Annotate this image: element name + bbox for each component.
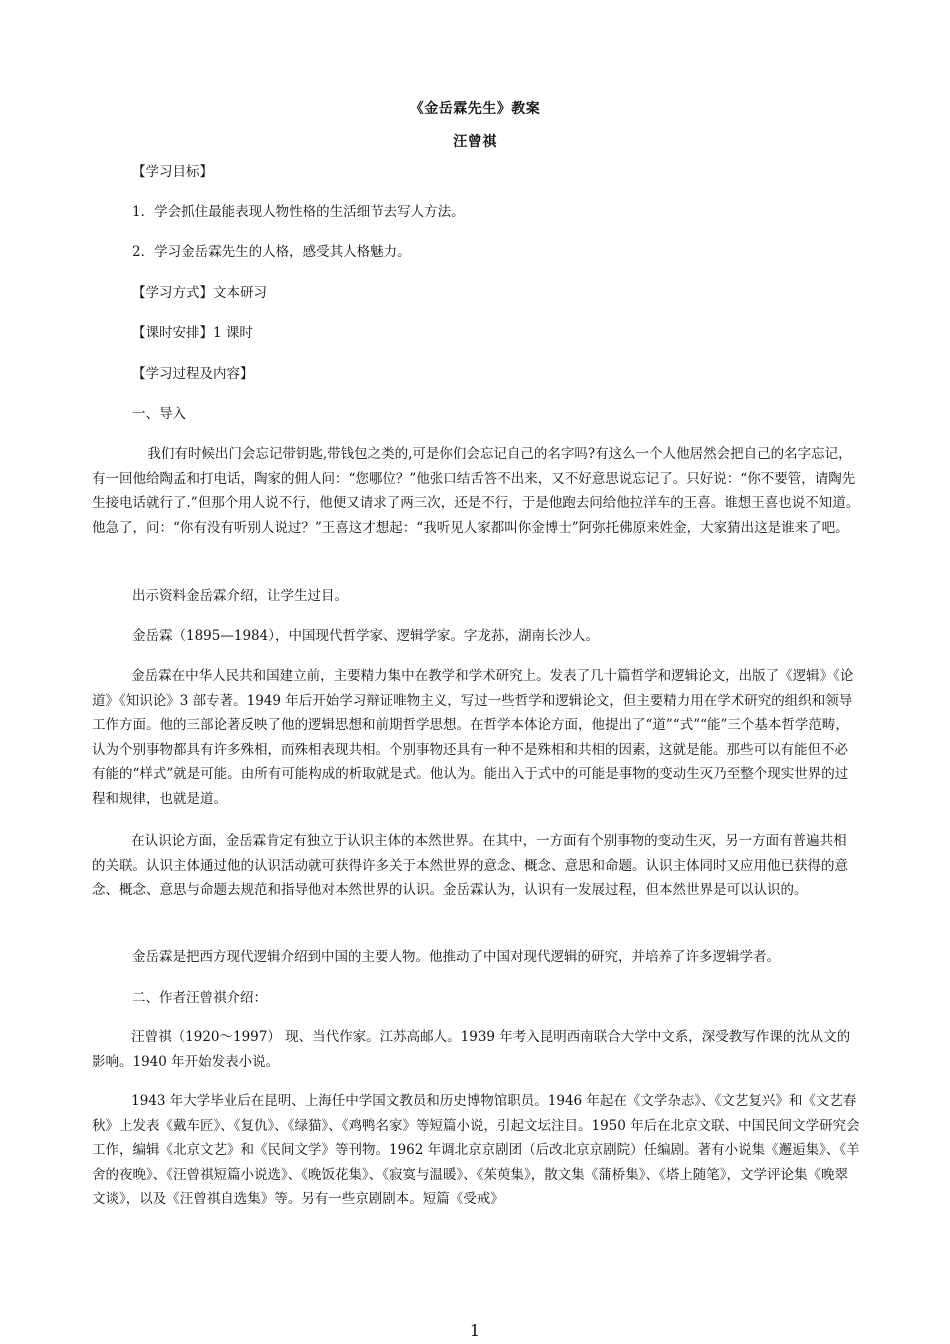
document-title: 《金岳霖先生》教案: [409, 101, 541, 117]
objective-2: 2．学习金岳霖先生的人格，感受其人格魅力。: [132, 244, 411, 260]
process-heading: 【学习过程及内容】: [132, 366, 254, 382]
section-2-heading: 二、作者汪曾祺介绍：: [132, 990, 267, 1006]
page-number: 1: [469, 1321, 481, 1340]
intro-paragraph: 我们有时候出门会忘记带钥匙,带钱包之类的,可是你们会忘记自己的名字吗?有这么一个人他居然会把自己的名字忘记，有一回他给陶孟和打电话，陶家的佣人问：“您哪位？”他张口结舌答不出来，又不好意思说忘记了。只好说：“你不要管，请陶先生接电话就行了.”但那个用人说不行，他便又请求了两三次，还是不行，于是他跑去问给他拉洋车的王喜。谁想王喜也说不知道。他急了，问：“你有没有听别人说过？”王喜这才想起：“我听见人家都叫你金博士”阿弥托佛原来姓金，大家猜出这是谁来了吧。: [92, 446, 860, 536]
jin-intro-line: 金岳霖（1895—1984），中国现代哲学家、逻辑学家。字龙荪，湖南长沙人。: [132, 628, 599, 644]
document-author: 汪曾祺: [453, 134, 497, 150]
objective-1: 1．学会抓住最能表现人物性格的生活细节去写人方法。: [132, 204, 465, 220]
schedule-line: 【课时安排】1 课时: [132, 325, 253, 341]
method-line: 【学习方式】文本研习: [132, 285, 267, 301]
jin-paragraph-3: 金岳霖是把西方现代逻辑介绍到中国的主要人物。他推动了中国对现代逻辑的研究，并培养了许多逻辑学者。: [132, 949, 780, 965]
jin-paragraph-2: 在认识论方面，金岳霖肯定有独立于认识主体的本然世界。在其中，一方面有个别事物的变动生灭，另一方面有普遍共相的关联。认识主体通过他的认识活动就可获得许多关于本然世界的意念、概念、意思和命题。认识主体同时又应用他已获得的意念、概念、意思与命题去规范和指导他对本然世界的认识。金岳霖认为，认识有一发展过程，但本然世界是可以认识的。: [92, 833, 848, 898]
objectives-heading: 【学习目标】: [132, 164, 213, 180]
section-1-heading: 一、导入: [132, 406, 186, 422]
wang-paragraph-2: 1943 年大学毕业后在昆明、上海任中学国文教员和历史博物馆职员。1946 年起在《文学杂志》、《文艺复兴》和《文艺春秋》上发表《戴车匠》、《复仇》、《绿猫》、《鸡鸭名家》等短篇小说，引起文坛注目。1950 年后在北京文联、中国民间文学研究会工作，编辑《北京文艺》和《民间文学》等刊物。1962 年调北京京剧团（后改北京京剧院）任编剧。著有小说集《邂逅集》、《羊舍的夜晚》、《汪曾祺短篇小说选》、《晚饭花集》、《寂寞与温暖》、《茱萸集》，散文集《蒲桥集》、《塔上随笔》，文学评论集《晚翠文谈》，以及《汪曾祺自选集》等。另有一些京剧剧本。短篇《受戒》: [92, 1093, 860, 1207]
show-material-line: 出示资料金岳霖介绍，让学生过目。: [132, 588, 348, 604]
wang-paragraph-1: 汪曾祺（1920～1997） 现、当代作家。江苏高邮人。1939 年考入昆明西南联合大学中文系，深受教写作课的沈从文的影响。1940 年开始发表小说。: [92, 1029, 851, 1070]
jin-paragraph-1: 金岳霖在中华人民共和国建立前，主要精力集中在教学和学术研究上。发表了几十篇哲学和逻辑论文，出版了《逻辑》《论道》《知识论》3 部专著。1949 年后开始学习辩证唯物主义，写过一些哲学和逻辑论文，但主要精力用在学术研究的组织和领导工作方面。他的三部论著反映了他的逻辑思想和前期哲学思想。在哲学本体论方面，他提出了“道”“式”“能”三个基本哲学范畴，认为个别事物都具有许多殊相，而殊相表现共相。个别事物还具有一种不是殊相和共相的因素，这就是能。那些可以有能但不必有能的“样式”就是可能。由所有可能构成的析取就是式。他认为。能出入于式中的可能是事物的变动生灭乃至整个现实世界的过程和规律，也就是道。: [92, 668, 854, 807]
